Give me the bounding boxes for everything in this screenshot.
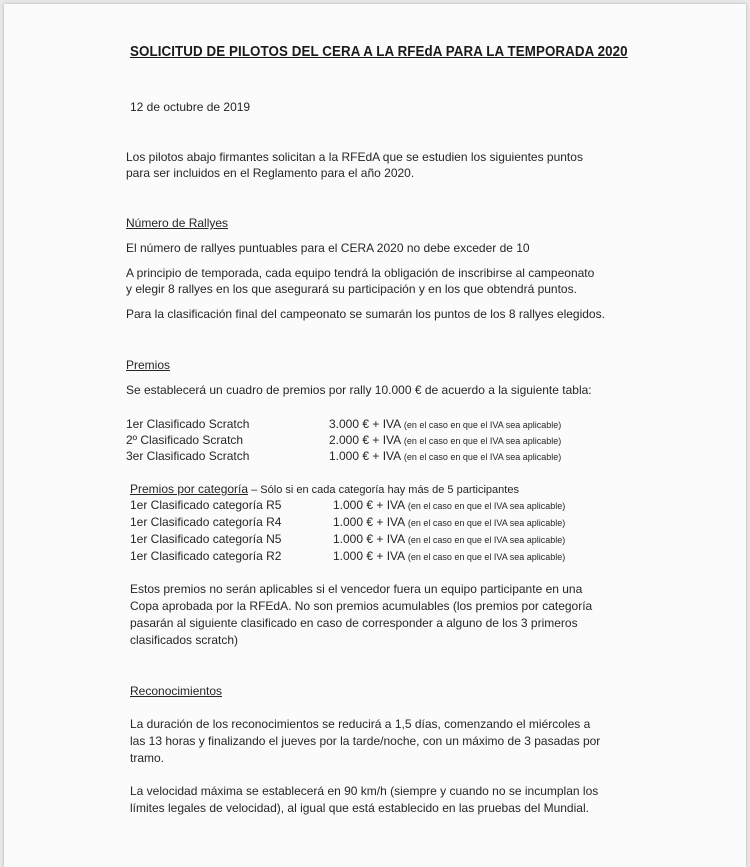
prize-amount: 1.000 € + IVA <box>333 549 405 563</box>
prize-label: 2º Clasificado Scratch <box>126 433 244 447</box>
intro-line-1: Los pilotos abajo firmantes solicitan a la RFEdA que se estudien los siguientes puntos <box>126 150 583 164</box>
prize-label: 1er Clasificado categoría N5 <box>130 532 282 546</box>
prize-note: (en el caso en que el IVA sea aplicable) <box>403 420 562 430</box>
section-heading-premios: Premios <box>126 358 171 372</box>
prize-label: 3er Clasificado Scratch <box>126 449 250 463</box>
prize-amount: 1.000 € + IVA <box>329 449 401 463</box>
reconocimientos-p1-line-2: las 13 horas y finalizando el jueves por la tarde/noche, con un máximo de 3 pasadas por <box>130 734 601 748</box>
prize-label: 1er Clasificado categoría R4 <box>130 515 282 529</box>
rallyes-paragraph-3: Para la clasificación final del campeonato se sumarán los puntos de los 8 rallyes elegidos. <box>126 307 605 321</box>
prize-amount: 1.000 € + IVA <box>333 532 405 546</box>
prize-amount-wrap <box>329 433 561 449</box>
prize-amount-wrap <box>329 449 561 465</box>
reconocimientos-p2-line-1: La velocidad máxima se establecerá en 90 km/h (siempre y cuando no se incumplan los <box>130 784 599 798</box>
prize-note: (en el caso en que el IVA sea aplicable) <box>407 501 566 511</box>
premios-footer-line-1: Estos premios no serán aplicables si el vencedor fuera un equipo participante en una <box>130 582 583 596</box>
intro-line-2: para ser incluidos en el Reglamento para el año 2020. <box>126 166 415 180</box>
reconocimientos-p2-line-2: límites legales de velocidad), al igual que está establecido en las pruebas del Mundial. <box>130 801 589 815</box>
section-heading-reconocimientos: Reconocimientos <box>130 684 223 698</box>
prize-amount-wrap <box>329 417 561 433</box>
reconocimientos-p1-line-1: La duración de los reconocimientos se reducirá a 1,5 días, comenzando el miércoles a <box>130 717 591 731</box>
rallyes-paragraph-2-line-2: y elegir 8 rallyes en los que asegurará su participación y en los que obtendrá puntos. <box>126 282 577 296</box>
prize-amount: 3.000 € + IVA <box>329 417 401 431</box>
document-title: SOLICITUD DE PILOTOS DEL CERA A LA RFEdA PARA LA TEMPORADA 2020 <box>130 44 628 60</box>
rallyes-paragraph-2-line-1: A principio de temporada, cada equipo tendrá la obligación de inscribirse al campeonato <box>126 266 595 280</box>
rallyes-paragraph-1: El número de rallyes puntuables para el CERA 2020 no debe exceder de 10 <box>126 241 530 255</box>
prize-label: 1er Clasificado categoría R5 <box>130 498 282 512</box>
prize-note: (en el caso en que el IVA sea aplicable) <box>407 535 566 545</box>
document-page <box>4 4 746 867</box>
premios-footer-line-4: clasificados scratch) <box>130 633 239 647</box>
prize-amount: 1.000 € + IVA <box>333 515 405 529</box>
category-prizes-condition: – Sólo si en cada categoría hay más de 5 participantes <box>248 484 519 496</box>
prize-note: (en el caso en que el IVA sea aplicable) <box>403 436 562 446</box>
premios-footer-line-2: Copa aprobada por la RFEdA. No son premios acumulables (los premios por categoría <box>130 599 593 613</box>
premios-intro: Se establecerá un cuadro de premios por rally 10.000 € de acuerdo a la siguiente tabla: <box>126 383 592 397</box>
prize-label: 1er Clasificado categoría R2 <box>130 549 282 563</box>
prize-amount-wrap <box>333 515 565 531</box>
prize-note: (en el caso en que el IVA sea aplicable) <box>403 452 562 462</box>
prize-label: 1er Clasificado Scratch <box>126 417 250 431</box>
prize-amount: 1.000 € + IVA <box>333 498 405 512</box>
category-prizes-heading <box>130 482 519 498</box>
prize-note: (en el caso en que el IVA sea aplicable) <box>407 552 566 562</box>
prize-note: (en el caso en que el IVA sea aplicable) <box>407 518 566 528</box>
document-date: 12 de octubre de 2019 <box>130 100 251 114</box>
category-prizes-title: Premios por categoría <box>130 482 249 496</box>
prize-amount-wrap <box>333 498 565 514</box>
premios-footer-line-3: pasarán al siguiente clasificado en caso de corresponder a alguno de los 3 primeros <box>130 616 578 630</box>
prize-amount-wrap <box>333 532 565 548</box>
prize-amount: 2.000 € + IVA <box>329 433 401 447</box>
section-heading-rallyes: Número de Rallyes <box>126 216 229 230</box>
prize-amount-wrap <box>333 549 565 565</box>
reconocimientos-p1-line-3: tramo. <box>130 751 165 765</box>
